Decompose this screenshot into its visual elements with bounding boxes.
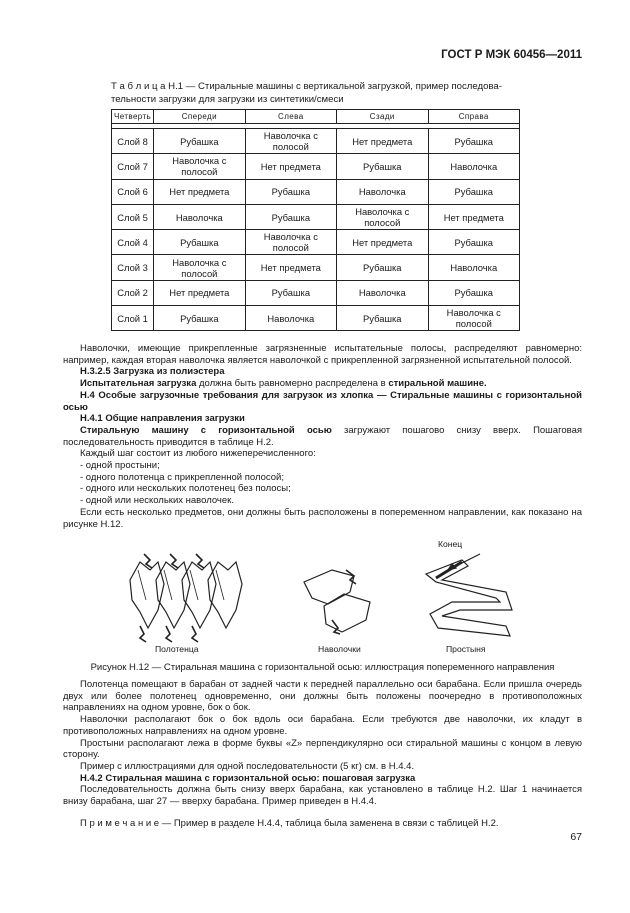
sheet-drawing <box>426 554 512 636</box>
item-cell: Рубашка <box>428 280 519 305</box>
item-cell: Рубашка <box>337 255 428 280</box>
pillowcases-drawing <box>304 570 370 634</box>
item-cell: Наволочка <box>337 280 428 305</box>
item-cell: Рубашка <box>337 306 428 331</box>
item-cell: Наволочка <box>428 255 519 280</box>
page-header: ГОСТ Р МЭК 60456—2011 <box>441 49 582 61</box>
item-cell: Рубашка <box>337 154 428 179</box>
col-header: Спереди <box>154 110 245 124</box>
body-text-lower <box>63 679 582 829</box>
col-header: Сзади <box>337 110 428 124</box>
layer-cell: Слой 5 <box>112 204 154 229</box>
note <box>63 818 582 830</box>
paragraph: Пример с иллюстрациями для одной последовательности (5 кг) см. в Н.4.4. <box>80 760 415 772</box>
table-row <box>112 154 520 179</box>
layer-cell: Слой 3 <box>112 255 154 280</box>
item-cell: Рубашка <box>428 129 519 154</box>
col-header: Справа <box>428 110 519 124</box>
paragraph: Наволочки, имеющие прикрепленные загрязненные испытательные полосы, распределяют равномерно: например, каждая вторая наволочка является наволочкой с прикрепленной загрязненной испытательной полосой. <box>63 343 582 366</box>
table-row <box>112 306 520 331</box>
list-item: - одного полотенца с прикрепленной полосой; <box>80 471 284 483</box>
note-label: П р и м е ч а н и е <box>80 817 160 829</box>
section-heading: Н.3.2.5 Загрузка из полиэстера <box>80 366 225 378</box>
item-cell: Наволочка с полосой <box>245 230 336 255</box>
table-row <box>112 129 520 154</box>
item-cell: Наволочка с полосой <box>154 255 245 280</box>
table-body <box>112 129 520 331</box>
col-header: Слева <box>245 110 336 124</box>
list-item: - одной или нескольких наволочек. <box>80 495 234 507</box>
item-cell: Наволочка с полосой <box>337 204 428 229</box>
item-cell: Нет предмета <box>337 230 428 255</box>
paragraph: Простыни располагают лежа в форме буквы «Z» перпендикулярно оси стиральной машины с концом в левую сторону. <box>63 737 582 761</box>
table-header-row <box>112 110 520 124</box>
bold-term: Стиральную машину с горизонтальной осью <box>80 424 332 436</box>
pillowcases-label: Наволочки <box>318 644 361 654</box>
table-row <box>112 255 520 280</box>
col-header: Четверть <box>112 110 154 124</box>
section-heading: Н.4 Особые загрузочные требования для загрузок из хлопка — Стиральные машины с горизонтальной осью <box>63 389 582 413</box>
sheet-end-label: Конец <box>438 539 463 549</box>
text-run: должна быть равномерно распределена в <box>196 378 389 390</box>
layer-cell: Слой 2 <box>112 280 154 305</box>
item-cell: Нет предмета <box>245 255 336 280</box>
item-cell: Рубашка <box>428 179 519 204</box>
item-cell: Наволочка с полосой <box>428 306 519 331</box>
item-cell: Рубашка <box>428 230 519 255</box>
item-cell: Рубашка <box>154 230 245 255</box>
item-cell: Нет предмета <box>337 129 428 154</box>
item-cell: Наволочка <box>154 204 245 229</box>
item-cell: Рубашка <box>245 179 336 204</box>
figure-h12 <box>118 540 538 658</box>
figure-caption: Рисунок Н.12 — Стиральная машина с горизонтальной осью: иллюстрация попеременного направления <box>90 662 555 673</box>
paragraph: Последовательность должна быть снизу вверх барабана, как установлено в таблице Н.2. Шаг 1 начинается внизу барабана, шаг 27 — вверху барабана. Пример приведен в Н.4.4. <box>63 784 582 808</box>
paragraph: Полотенца помещают в барабан от задней части к передней параллельно оси барабана. Если пришла очередь двух или более полотенец одновременно, они должны быть положены поочередно в противоположных направлениях на одном уровне, бок о бок. <box>63 679 582 714</box>
item-cell: Нет предмета <box>428 204 519 229</box>
layer-cell: Слой 7 <box>112 154 154 179</box>
layer-cell: Слой 8 <box>112 129 154 154</box>
item-cell: Наволочка с полосой <box>154 154 245 179</box>
paragraph: Наволочки располагают бок о бок вдоль оси барабана. Если требуются две наволочки, их кладут в противоположных направлениях на одном уровне. <box>63 714 582 737</box>
list-item: - одной простыни; <box>80 460 160 472</box>
list-item: - одного или нескольких полотенец без полосы; <box>80 483 291 495</box>
page-number: 67 <box>570 831 582 843</box>
item-cell: Рубашка <box>245 280 336 305</box>
item-cell: Наволочка <box>337 179 428 204</box>
item-cell: Наволочка <box>428 154 519 179</box>
table-row <box>112 230 520 255</box>
body-text-upper <box>63 343 582 530</box>
table-caption: Т а б л и ц а Н.1 — Стиральные машины с вертикальной загрузкой, пример последова- тельности загрузки для загрузки из синтетики/смеси <box>111 81 502 105</box>
towels-label: Полотенца <box>155 644 199 654</box>
item-cell: Нет предмета <box>245 154 336 179</box>
figure-illustration <box>118 540 538 658</box>
loading-sequence-table <box>111 109 520 331</box>
layer-cell: Слой 6 <box>112 179 154 204</box>
paragraph: Каждый шаг состоит из любого нижеперечисленного: <box>80 448 316 460</box>
table-row <box>112 204 520 229</box>
table-row <box>112 280 520 305</box>
item-cell: Рубашка <box>245 204 336 229</box>
item-cell: Нет предмета <box>154 179 245 204</box>
sheet-label: Простыня <box>446 644 486 654</box>
item-cell: Рубашка <box>154 129 245 154</box>
paragraph <box>63 425 582 448</box>
item-cell: Наволочка с полосой <box>245 129 336 154</box>
towels-drawing <box>130 554 242 642</box>
bold-term: Испытательная загрузка <box>80 378 197 390</box>
section-heading: Н.4.2 Стиральная машина с горизонтальной осью: пошаговая загрузка <box>80 772 416 784</box>
paragraph: Если есть несколько предметов, они должны быть расположены в попеременном направлении, как показано на рисунке Н.12. <box>63 506 582 530</box>
text-run: загружают пошагово снизу вверх. Пошаговая последовательность приводится в таблице Н.2. <box>63 424 582 448</box>
item-cell: Наволочка <box>245 306 336 331</box>
item-cell: Нет предмета <box>154 280 245 305</box>
note-text: — Пример в разделе Н.4.4, таблица была заменена в связи с таблицей Н.2. <box>159 817 499 829</box>
layer-cell: Слой 1 <box>112 306 154 331</box>
table-row <box>112 179 520 204</box>
section-heading: Н.4.1 Общие направления загрузки <box>80 413 245 425</box>
item-cell: Рубашка <box>154 306 245 331</box>
bold-term: стиральной машине. <box>388 378 487 390</box>
paragraph <box>63 378 582 390</box>
layer-cell: Слой 4 <box>112 230 154 255</box>
